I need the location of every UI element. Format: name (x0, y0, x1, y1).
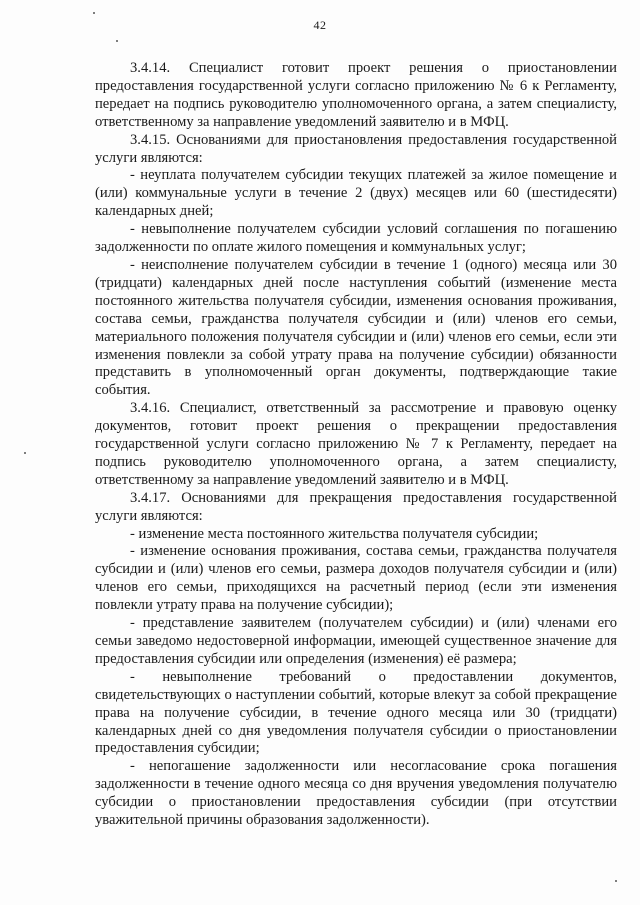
paragraph-3-4-17: 3.4.17. Основаниями для прекращения предоставления государственной услуги являются: (95, 489, 617, 524)
list-item-residence-change: - изменение места постоянного жительства получателя субсидии; (130, 525, 539, 542)
list-item-false-information: - представление заявителем (получателем субсидии) и (или) членами его семьи заведомо недостоверной информации, имеющей существенное значение для предоставления субсидии или определения (изменения) её размера; (95, 615, 617, 667)
document-body (95, 60, 617, 830)
scan-speck (24, 452, 26, 454)
list-item-documents-not-provided: - неисполнение получателем субсидии в течение 1 (одного) месяца или 30 (тридцати) календарных дней после наступления событий (изменение места постоянного жительства получателя субсидии, изменения основания проживания, состава семьи, гражданства получателя субсидии и (или) членов его семьи, материального положения получателя субсидии и (или) членов его семьи, если эти изменения повлекли за собой утрату права на получение субсидии) обязанности представить в уполномоченный орган документы, подтверждающие такие события. (95, 256, 617, 399)
page-number: 42 (313, 18, 327, 32)
list-item-agreement-violation: - невыполнение получателем субсидии условий соглашения по погашению задолженности по оплате жилого помещения и коммунальных услуг; (95, 221, 617, 256)
list-item-requirements-not-met: - невыполнение требований о предоставлении документов, свидетельствующих о наступлении событий, которые влекут за собой прекращение права на получение субсидии, в течение одного месяца или 30 (тридцати) календарных дней со дня уведомления получателя субсидии о приостановлении предоставления субсидии; (95, 668, 617, 757)
paragraph-3-4-16: 3.4.16. Специалист, ответственный за рассмотрение и правовую оценку документов, готовит проект решения о прекращении предоставления государственной услуги согласно приложению № 7 к Регламенту, передает на подпись руководителю уполномоченного органа, а затем специалисту, ответственному за направление уведомлений заявителю и в МФЦ. (95, 400, 617, 488)
scan-speck (93, 12, 95, 14)
list-item-debt-not-repaid: - непогашение задолженности или несогласование срока погашения задолженности в течение одного месяца со дня вручения уведомления получателю субсидии о приостановлении предоставления субсидии (при отсутствии уважительной причины образования задолженности). (95, 758, 617, 829)
paragraph-3-4-14: 3.4.14. Специалист готовит проект решения о приостановлении предоставления государственной услуги согласно приложению № 6 к Регламенту, передает на подпись руководителю уполномоченного органа, а затем специалисту, ответственному за направление уведомлений заявителю и в МФЦ. (95, 60, 617, 130)
list-item-nonpayment: - неуплата получателем субсидии текущих платежей за жилое помещение и (или) коммунальные услуги в течение 2 (двух) месяцев или 60 (шестидесяти) календарных дней; (95, 167, 617, 220)
list-item-family-change: - изменение основания проживания, состава семьи, гражданства получателя субсидии и (или) членов его семьи, размера доходов получателя субсидии и (или) членов его семьи, приходящихся на расчетный период (если эти изменения повлекли утрату права на получение субсидии); (95, 543, 617, 614)
scan-speck (116, 40, 118, 42)
paragraph-3-4-15: 3.4.15. Основаниями для приостановления предоставления государственной услуги являются: (95, 131, 617, 166)
scan-speck (615, 880, 617, 882)
